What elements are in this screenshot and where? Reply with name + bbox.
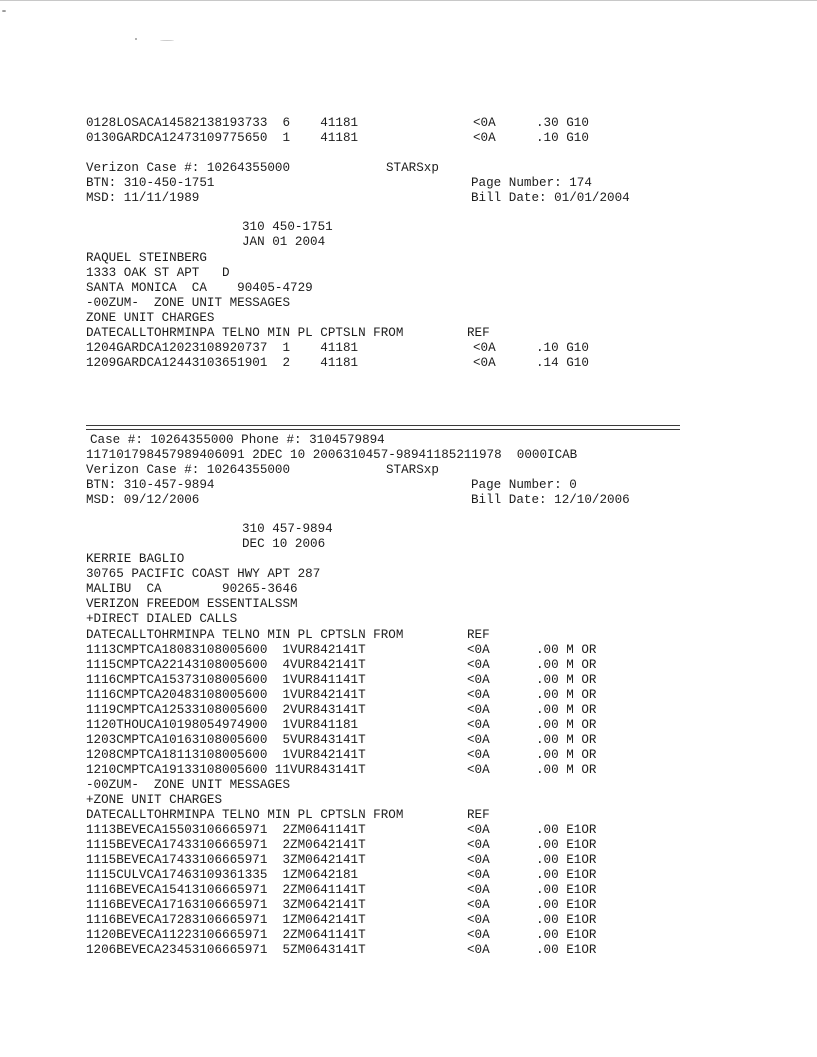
call-ref: <0A (467, 643, 490, 657)
call-ref: <0A (467, 943, 490, 957)
call-record: 1120THOUCA10198054974900 1VUR841181 (86, 718, 359, 732)
zone-unit-charges: ZONE UNIT CHARGES (86, 311, 215, 325)
call-record: 1116BEVECA17283106665971 1ZM0642141T (86, 913, 366, 927)
section-divider (86, 425, 680, 430)
call-ref: <0A (473, 356, 496, 370)
call-ref: <0A (467, 673, 490, 687)
page-number: Page Number: 0 (471, 478, 577, 492)
call-amount: .00 E1OR (536, 898, 597, 912)
record-line: 117101798457989406091 2DEC 10 2006310457-98941185211978 0000ICAB (86, 448, 578, 462)
account-phone: 310 457-9894 (242, 522, 333, 536)
column-header: DATECALLTOHRMINPA TELNO MIN PL CPTSLN FROM (86, 628, 404, 642)
call-record: 1115CULVCA17463109361335 1ZM0642181 (86, 868, 359, 882)
address-line-2: SANTA MONICA CA 90405-4729 (86, 281, 313, 295)
call-ref: <0A (467, 913, 490, 927)
call-ref: <0A (467, 883, 490, 897)
scan-speck (160, 40, 174, 41)
direct-dialed-calls: +DIRECT DIALED CALLS (86, 612, 238, 626)
call-amount: .00 M OR (536, 763, 597, 777)
bill-date: Bill Date: 01/01/2004 (471, 191, 630, 205)
customer-name: RAQUEL STEINBERG (86, 251, 207, 265)
call-record: 0130GARDCA12473109775650 1 41181 (86, 131, 359, 145)
system-name: STARSxp (386, 161, 439, 175)
call-record: 1120BEVECA11223106665971 2ZM0641141T (86, 928, 366, 942)
column-header-ref: REF (467, 808, 490, 822)
call-amount: .00 E1OR (536, 883, 597, 897)
address-line-1: 1333 OAK ST APT D (86, 266, 230, 280)
call-amount: .00 E1OR (536, 838, 597, 852)
btn: BTN: 310-450-1751 (86, 176, 215, 190)
call-amount: .14 G10 (536, 356, 589, 370)
call-ref: <0A (467, 928, 490, 942)
column-header-ref: REF (467, 628, 490, 642)
system-name: STARSxp (386, 463, 439, 477)
column-header: DATECALLTOHRMINPA TELNO MIN PL CPTSLN FROM (86, 808, 404, 822)
verizon-case-number: Verizon Case #: 10264355000 (86, 463, 291, 477)
call-amount: .00 M OR (536, 703, 597, 717)
call-ref: <0A (467, 763, 490, 777)
call-amount: .00 M OR (536, 688, 597, 702)
call-record: 0128LOSACA14582138193733 6 41181 (86, 116, 359, 130)
call-ref: <0A (467, 688, 490, 702)
statement-date: DEC 10 2006 (242, 537, 326, 551)
call-record: 1208CMPTCA18113108005600 1VUR842141T (86, 748, 366, 762)
call-amount: .00 E1OR (536, 913, 597, 927)
call-ref: <0A (467, 748, 490, 762)
call-record: 1115CMPTCA22143108005600 4VUR842141T (86, 658, 366, 672)
call-amount: .00 E1OR (536, 823, 597, 837)
call-ref: <0A (467, 703, 490, 717)
call-record: 1210CMPTCA19133108005600 11VUR843141T (86, 763, 366, 777)
address-line-2: MALIBU CA 90265-3646 (86, 582, 298, 596)
call-ref: <0A (467, 868, 490, 882)
column-header: DATECALLTOHRMINPA TELNO MIN PL CPTSLN FROM (86, 326, 404, 340)
account-phone: 310 450-1751 (242, 220, 333, 234)
call-amount: .00 E1OR (536, 928, 597, 942)
case-phone-line: Case #: 10264355000 Phone #: 3104579894 (90, 433, 385, 447)
verizon-case-number: Verizon Case #: 10264355000 (86, 161, 291, 175)
call-record: 1116CMPTCA15373108005600 1VUR841141T (86, 673, 366, 687)
call-record: 1203CMPTCA10163108005600 5VUR843141T (86, 733, 366, 747)
btn: BTN: 310-457-9894 (86, 478, 215, 492)
call-amount: .30 G10 (536, 116, 589, 130)
page-number: Page Number: 174 (471, 176, 592, 190)
call-record: 1116CMPTCA20483108005600 1VUR842141T (86, 688, 366, 702)
zone-unit-charges: +ZONE UNIT CHARGES (86, 793, 223, 807)
call-amount: .00 M OR (536, 718, 597, 732)
call-record: 1115BEVECA17433106665971 3ZM0642141T (86, 853, 366, 867)
call-amount: .10 G10 (536, 131, 589, 145)
call-record: 1116BEVECA15413106665971 2ZM0641141T (86, 883, 366, 897)
call-ref: <0A (473, 116, 496, 130)
call-amount: .00 M OR (536, 673, 597, 687)
call-amount: .00 E1OR (536, 943, 597, 957)
call-record: 1119CMPTCA12533108005600 2VUR843141T (86, 703, 366, 717)
call-ref: <0A (467, 823, 490, 837)
call-record: 1115BEVECA17433106665971 2ZM0642141T (86, 838, 366, 852)
scan-speck (135, 38, 137, 40)
scan-speck (2, 10, 6, 12)
call-amount: .00 M OR (536, 733, 597, 747)
call-ref: <0A (473, 131, 496, 145)
call-record: 1209GARDCA12443103651901 2 41181 (86, 356, 359, 370)
msd: MSD: 09/12/2006 (86, 493, 200, 507)
call-amount: .10 G10 (536, 341, 589, 355)
call-ref: <0A (467, 853, 490, 867)
call-ref: <0A (467, 658, 490, 672)
address-line-1: 30765 PACIFIC COAST HWY APT 287 (86, 567, 321, 581)
plan-name: VERIZON FREEDOM ESSENTIALSSM (86, 597, 298, 611)
bill-date: Bill Date: 12/10/2006 (471, 493, 630, 507)
msd: MSD: 11/11/1989 (86, 191, 200, 205)
customer-name: KERRIE BAGLIO (86, 552, 185, 566)
call-ref: <0A (467, 838, 490, 852)
column-header-ref: REF (467, 326, 490, 340)
call-ref: <0A (467, 718, 490, 732)
statement-date: JAN 01 2004 (242, 235, 326, 249)
scan-edge-line (0, 0, 817, 1)
call-amount: .00 M OR (536, 658, 597, 672)
zone-unit-messages: -00ZUM- ZONE UNIT MESSAGES (86, 778, 291, 792)
call-record: 1206BEVECA23453106665971 5ZM0643141T (86, 943, 366, 957)
call-record: 1113BEVECA15503106665971 2ZM0641141T (86, 823, 366, 837)
call-record: 1113CMPTCA18083108005600 1VUR842141T (86, 643, 366, 657)
call-amount: .00 M OR (536, 748, 597, 762)
call-record: 1116BEVECA17163106665971 3ZM0642141T (86, 898, 366, 912)
call-amount: .00 M OR (536, 643, 597, 657)
call-ref: <0A (467, 898, 490, 912)
call-ref: <0A (473, 341, 496, 355)
call-amount: .00 E1OR (536, 868, 597, 882)
call-record: 1204GARDCA12023108920737 1 41181 (86, 341, 359, 355)
zone-unit-messages: -00ZUM- ZONE UNIT MESSAGES (86, 296, 291, 310)
call-amount: .00 E1OR (536, 853, 597, 867)
call-ref: <0A (467, 733, 490, 747)
